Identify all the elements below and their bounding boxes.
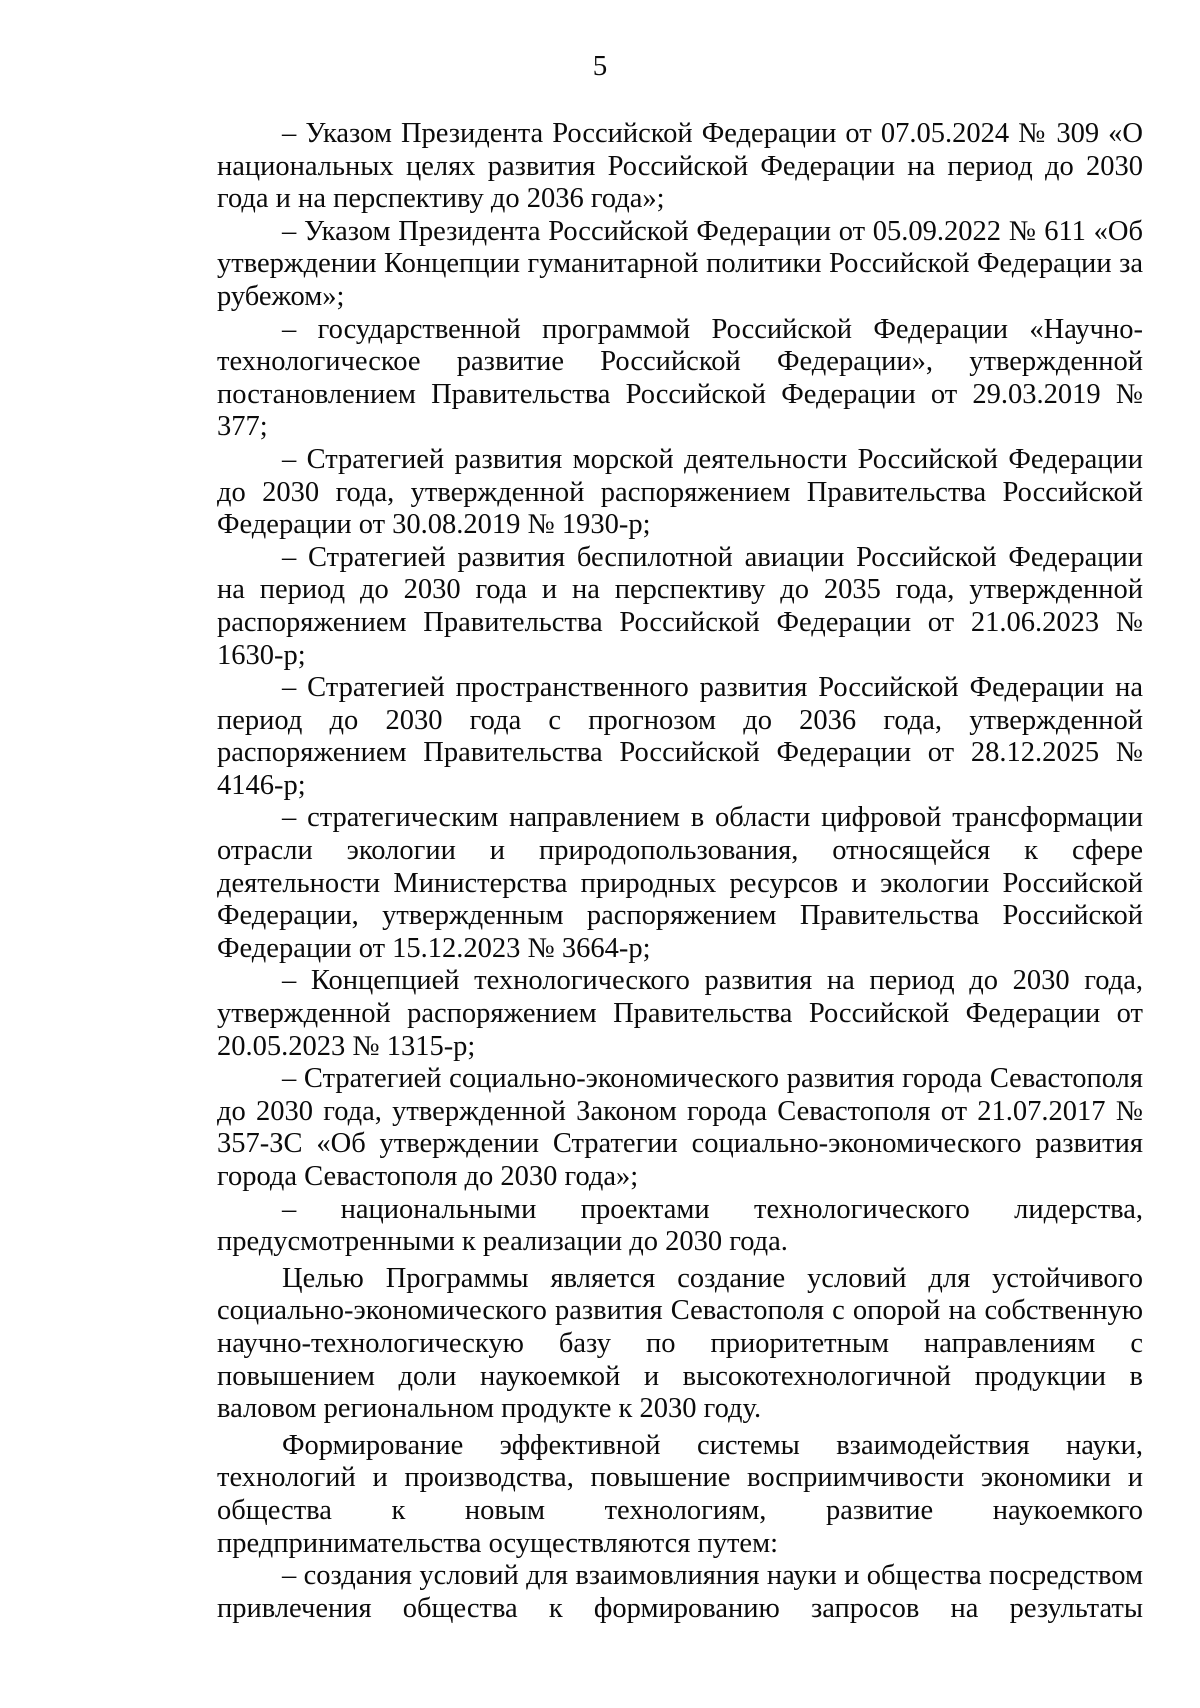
paragraph-spatial-development-strategy: – Стратегией пространственного развития Российской Федерации на период до 2030 года с прогнозом до 2036 года, утвержденной распоряжением Правительства Российской Федерации от 28.12.2025 № 4146-р; xyxy=(217,672,1143,801)
paragraph-drone-aviation-strategy: – Стратегией развития беспилотной авиации Российской Федерации на период до 2030 года и на перспективу до 2035 года, утвержденной распоряжением Правительства Российской Федерации от 21.06.2023 № 1630-р; xyxy=(217,541,1143,671)
page-number: 5 xyxy=(592,50,608,82)
paragraph-conditions-creation: – создания условий для взаимовлияния науки и общества посредством привлечения общества к формированию запросов на результаты xyxy=(217,1560,1143,1624)
paragraph-program-goal: Целью Программы является создание условий для устойчивого социально-экономического развития Севастополя с опорой на собственную научно-технологическую базу по приоритетным направлениям с повышением доли наукоемкой и высокотехнологичной продукции в валовом региональном продукте к 2030 году. xyxy=(217,1262,1143,1425)
paragraph-digital-transformation: – стратегическим направлением в области цифровой трансформации отрасли экологии и природопользования, относящейся к сфере деятельности Министерства природных ресурсов и экологии Российской Федерации, утвержденным распоряжением Правительства Российской Федерации от 15.12.2023 № 3664-р; xyxy=(217,802,1143,964)
paragraph-maritime-strategy: – Стратегией развития морской деятельности Российской Федерации до 2030 года, утвержденной распоряжением Правительства Российской Федерации от 30.08.2019 № 1930-р; xyxy=(217,443,1143,541)
paragraph-decree-309: – Указом Президента Российской Федерации от 07.05.2024 № 309 «О национальных целях развития Российской Федерации на период до 2030 года и на перспективу до 2036 года»; xyxy=(217,118,1143,215)
paragraph-decree-611: – Указом Президента Российской Федерации от 05.09.2022 № 611 «Об утверждении Концепции гуманитарной политики Российской Федерации за рубежом»; xyxy=(217,215,1143,312)
paragraph-interaction-system: Формирование эффективной системы взаимодействия науки, технологий и производства, повышение восприимчивости экономики и общества к новым технологиям, развитие наукоемкого предпринимательства осуществляются путем: xyxy=(217,1429,1143,1559)
paragraph-technology-concept: – Концепцией технологического развития на период до 2030 года, утвержденной распоряжением Правительства Российской Федерации от 20.05.2023 № 1315-р; xyxy=(217,965,1143,1062)
paragraph-national-projects: – национальными проектами технологического лидерства, предусмотренными к реализации до 2030 года. xyxy=(217,1193,1143,1258)
paragraph-sevastopol-strategy: – Стратегией социально-экономического развития города Севастополя до 2030 года, утвержденной Законом города Севастополя от 21.07.2017 № 357-ЗС «Об утверждении Стратегии социально-экономического развития города Севастополя до 2030 года»; xyxy=(217,1063,1143,1192)
paragraph-state-program: – государственной программой Российской Федерации «Научно-технологическое развитие Российской Федерации», утвержденной постановлением Правительства Российской Федерации от 29.03.2019 № 377; xyxy=(217,313,1143,443)
document-body xyxy=(217,118,1143,1625)
